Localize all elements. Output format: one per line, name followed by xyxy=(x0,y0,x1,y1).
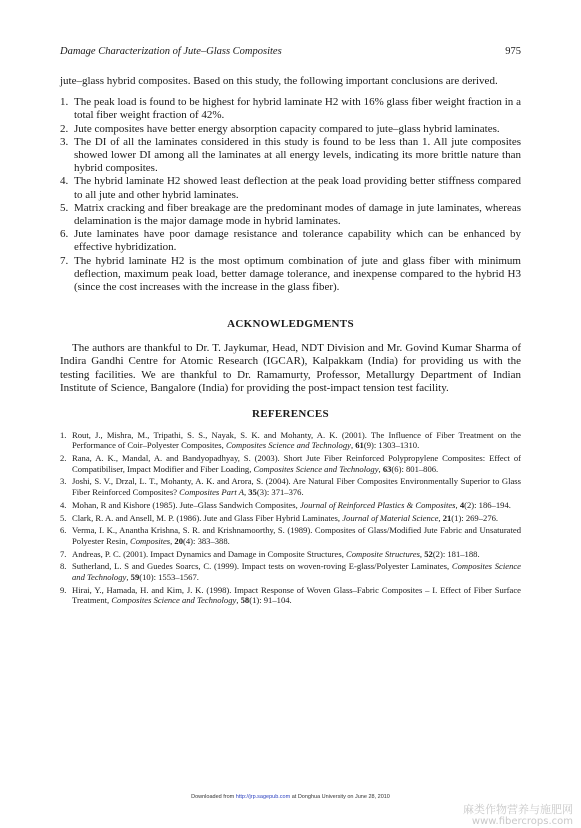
ref-number: 1. xyxy=(60,430,67,441)
conclusions-list xyxy=(60,96,521,294)
intro-paragraph: jute–glass hybrid composites. Based on this study, the following important conclusions are derived. xyxy=(60,75,498,87)
watermark-line-2: www.fibercrops.com xyxy=(471,816,573,827)
item-number: 5. xyxy=(60,201,69,214)
item-number: 1. xyxy=(60,96,69,109)
reference-item: 4. Mohan, R and Kishore (1985). Jute–Glass Sandwich Composites, Journal of Reinforced Plastics & Composites, 4(2): 186–194. xyxy=(60,499,511,510)
ref-journal: Journal of Reinforced Plastics & Composites xyxy=(299,499,456,510)
ref-volume: 21 xyxy=(442,512,452,523)
ref-text: Rana, A. K., Mandal, A. and Bandyopadhyay, S. (2003). Short Jute Fiber Reinforced Polypropylene Composites: Effect of Compatibiliser, Impact Modifier and Fiber Loading, xyxy=(72,453,521,474)
ref-journal: Composites Part A xyxy=(179,486,244,497)
item-text: The hybrid laminate H2 showed least deflection at the peak load providing better stiffness compared to all jute and other hybrid laminates. xyxy=(74,175,521,201)
ref-text: Clark, R. A. and Ansell, M. P. (1986). Jute and Glass Fiber Hybrid Laminates, xyxy=(72,512,343,523)
reference-item: 3. Joshi, S. V., Drzal, L. T., Mohanty, A. K. and Arora, S. (2004). Are Natural Fiber Composites Environmentally Superior to Glass Fiber Reinforced Composites? Composites Part A, 35(3): 371–376. xyxy=(60,476,521,497)
conclusion-item xyxy=(60,228,521,254)
source-link[interactable]: http://jrp.sagepub.com xyxy=(235,794,291,800)
ref-text: Rout, J., Mishra, M., Tripathi, S. S., Nayak, S. K. and Mohanty, A. K. (2001). The Influence of Fiber Treatment on the Performance of Coir–Polyester Composites, xyxy=(72,430,521,451)
ref-number: 3. xyxy=(60,476,67,487)
ref-number: 4. xyxy=(60,499,67,510)
ref-number: 8. xyxy=(60,561,67,572)
item-text: The hybrid laminate H2 is the most optimum combination of jute and glass fiber with minimum deflection, maximum peak load, better damage tolerance, and inexpense compared to the hybrid H3 (since the cost increases with the increase in the glass fiber). xyxy=(74,254,521,294)
watermark-line-1: 麻类作物营养与施肥网 xyxy=(463,803,573,816)
body-content xyxy=(60,75,521,608)
reference-item: 8. Sutherland, L. S and Guedes Soarcs, C. (1999). Impact tests on woven-roving E-glass/Polyester Laminates, Composites Science and Technology, 59(10): 1553–1567. xyxy=(60,561,521,582)
references-list xyxy=(60,430,521,605)
ref-text: Joshi, S. V., Drzal, L. T., Mohanty, A. K. and Arora, S. (2004). Are Natural Fiber Composites Environmentally Superior to Glass Fiber Reinforced Composites? xyxy=(72,476,521,497)
ref-number: 5. xyxy=(60,512,67,523)
ref-number: 9. xyxy=(60,584,67,595)
references-heading: REFERENCES xyxy=(252,408,329,421)
page-number: 975 xyxy=(505,46,521,57)
ref-journal: Composites Science and Technology xyxy=(111,594,237,605)
reference-item: 6. Verma, I. K., Anantha Krishna, S. R. and Krishnamoorthy, S. (1989). Composites of Glass/Modified Jute Fabric and Unsaturated Polyester Resin, Composites, 20(4): 383–388. xyxy=(60,525,521,546)
ref-volume: 52 xyxy=(424,548,433,559)
acknowledgments-heading: ACKNOWLEDGMENTS xyxy=(227,318,354,331)
conclusion-item xyxy=(60,175,521,201)
item-text: The DI of all the laminates considered in this study is found to be less than 1. All jute composites showed lower DI among all the laminates at all energy levels, indicating its more brittle nature than hybrid composites. xyxy=(74,135,521,175)
ref-journal: Composites Science and Technology xyxy=(72,561,521,582)
ref-text: Andreas, P. C. (2001). Impact Dynamics and Damage in Composite Structures, xyxy=(72,548,346,559)
ref-text: Sutherland, L. S and Guedes Soarcs, C. (1999). Impact tests on woven-roving E-glass/Polyester Laminates, xyxy=(72,561,452,572)
item-number: 3. xyxy=(60,135,69,148)
ref-text: Hirai, Y., Hamada, H. and Kim, J. K. (1998). Impact Response of Woven Glass–Fabric Composites – I. Effect of Fiber Surface Treatment, xyxy=(72,584,521,605)
ref-journal: Composites Science and Technology xyxy=(253,463,379,474)
item-number: 6. xyxy=(60,228,69,241)
item-text: Jute composites have better energy absorption capacity compared to jute–glass hybrid laminates. xyxy=(74,122,500,135)
ref-volume: 61 xyxy=(355,440,364,451)
reference-item: 7. Andreas, P. C. (2001). Impact Dynamics and Damage in Composite Structures, Composite Structures, 52(2): 181–188. xyxy=(60,548,480,559)
ref-volume: 63 xyxy=(382,463,392,474)
running-header xyxy=(60,46,521,60)
reference-item: 1. Rout, J., Mishra, M., Tripathi, S. S., Nayak, S. K. and Mohanty, A. K. (2001). The Influence of Fiber Treatment on the Performance of Coir–Polyester Composites, Composites Science and Technology, 61(9): 1303–1310. xyxy=(60,430,521,451)
conclusion-item xyxy=(60,96,521,122)
ref-journal: Composites Science and Technology xyxy=(225,440,351,451)
item-text: Matrix cracking and fiber breakage are the predominant modes of damage in jute laminates, whereas delamination is the major damage mode in hybrid laminates. xyxy=(74,201,521,228)
ref-text: Mohan, R and Kishore (1985). Jute–Glass Sandwich Composites, xyxy=(72,499,300,510)
ref-journal: Composites xyxy=(130,535,171,546)
reference-item: 5. Clark, R. A. and Ansell, M. P. (1986). Jute and Glass Fiber Hybrid Laminates, Journal of Material Science, 21(1): 269–276. xyxy=(60,512,499,523)
ref-journal: Composite Structures xyxy=(346,548,420,559)
ref-number: 2. xyxy=(60,453,67,464)
ref-volume: 35 xyxy=(248,486,257,497)
ref-journal: Journal of Material Science xyxy=(342,512,439,523)
ref-text: Verma, I. K., Anantha Krishna, S. R. and Krishnamoorthy, S. (1989). Composites of Glass/Modified Jute Fabric and Unsaturated Polyester Resin, xyxy=(72,525,521,546)
ref-volume: 20 xyxy=(174,535,184,546)
item-text: The peak load is found to be highest for hybrid laminate H2 with 16% glass fiber weight fraction in a total fiber weight fraction of 42%. xyxy=(74,96,521,122)
reference-item: 9. Hirai, Y., Hamada, H. and Kim, J. K. (1998). Impact Response of Woven Glass–Fabric Composites – I. Effect of Fiber Surface Treatment, Composites Science and Technology, 58(1): 91–104. xyxy=(60,584,521,605)
ref-volume: 59 xyxy=(130,571,140,582)
download-footer: Downloaded from http://jrp.sagepub.com at Donghua University on June 28, 2010 xyxy=(191,794,390,800)
acknowledgments-paragraph: The authors are thankful to Dr. T. Jaykumar, Head, NDT Division and Mr. Govind Kumar Sharma of Indira Gandhi Centre for Atomic Research (IGCAR), Kalpakkam (India) for providing us with the testing facilities. We are thankful to Dr. Ramamurty, Professor, Metallurgy Department of Indian Institute of Science, Bangalore (India) for providing the post-impact tension test facility. xyxy=(60,342,521,394)
conclusion-item xyxy=(60,202,521,228)
item-text: Jute laminates have poor damage resistance and tolerance capability which can be enhanced by effective hybridization. xyxy=(74,228,521,254)
item-number: 4. xyxy=(60,175,69,188)
item-number: 2. xyxy=(60,122,69,135)
reference-item: 2. Rana, A. K., Mandal, A. and Bandyopadhyay, S. (2003). Short Jute Fiber Reinforced Polypropylene Composites: Effect of Compatibiliser, Impact Modifier and Fiber Loading, Composites Science and Technology, 63(6): 801–806. xyxy=(60,453,521,474)
site-watermark xyxy=(443,804,573,827)
ref-volume: 58 xyxy=(240,594,250,605)
conclusion-item xyxy=(60,136,521,176)
conclusion-item xyxy=(60,123,521,136)
running-title: Damage Characterization of Jute–Glass Composites xyxy=(60,46,282,57)
ref-number: 7. xyxy=(60,548,67,559)
ref-volume: 4 xyxy=(459,499,465,510)
item-number: 7. xyxy=(60,254,69,267)
ref-number: 6. xyxy=(60,525,67,536)
conclusion-item xyxy=(60,255,521,295)
